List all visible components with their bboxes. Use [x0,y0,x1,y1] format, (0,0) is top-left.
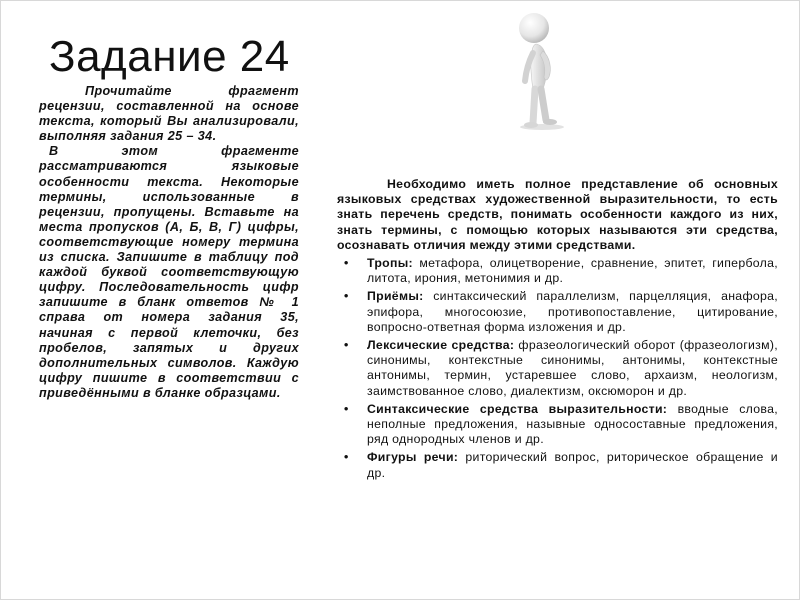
page-title: Задание 24 [49,32,290,81]
list-item-figures [337,450,778,480]
list-item-tropes [337,256,778,286]
means-list [337,256,778,481]
task-instructions [39,84,299,401]
list-item-syntactic [337,402,778,448]
bullet-icon: • [344,450,349,465]
term-description: синтаксический параллелизм, парцелляция, анафора, эпифора, многосоюзие, противопоставление, цитирование, вопросно-ответная форма изложения и др. [367,289,778,334]
bullet-icon: • [344,338,349,353]
list-item-lexical [337,338,778,399]
task-paragraph-2: В этом фрагменте рассматриваются языковые особенности текста. Некоторые термины, использованные в рецензии, пропущены. Вставьте на места пропусков (А, Б, В, Г) цифры, соответствующие номеру термина из списка. Запишите в таблицу под каждой буквой соответствующую цифру. Последовательность цифр запишите в бланк ответов № 1 справа от номера задания 35, начиная с первой клеточки, без пробелов, запятых и других дополнительных символов. Каждую цифру пишите в соответствии с приведёнными в бланке образцами. [39,144,299,400]
language-means-section [337,177,778,484]
bullet-icon: • [344,289,349,304]
bullet-icon: • [344,401,349,416]
list-item-devices [337,289,778,335]
term-description: фразеологический оборот (фразеологизм), синонимы, контекстные синонимы, антонимы, контекстные антонимы, термин, устаревшее слово, архаизм, неологизм, заимствованное слово, диалектизм, оксюморон и др. [367,338,778,398]
term-label: Приёмы: [367,289,424,304]
term-description: метафора, олицетворение, сравнение, эпитет, гипербола, литота, ирония, метонимия и др. [367,256,778,286]
term-description: вводные слова, неполные предложения, назывные односоставные предложения, ряд однородных членов и др. [367,401,778,447]
term-label: Фигуры речи: [367,450,459,465]
bullet-icon: • [344,256,349,271]
term-description: риторический вопрос, риторическое обращение и др. [367,450,778,480]
term-label: Синтаксические средства выразительности: [367,401,668,416]
thinking-figure-illustration [506,11,586,131]
task-paragraph-1: Прочитайте фрагмент рецензии, составленной на основе текста, который Вы анализировали, выполняя задания 25 – 34. [39,84,299,144]
term-label: Тропы: [367,256,413,271]
term-label: Лексические средства: [367,338,515,353]
intro-paragraph: Необходимо иметь полное представление об основных языковых средствах художественной выразительности, то есть знать перечень средств, понимать особенности каждого из них, знать термины, с помощью которых называются эти средства, осознавать отличия между этими средствами. [337,177,778,252]
